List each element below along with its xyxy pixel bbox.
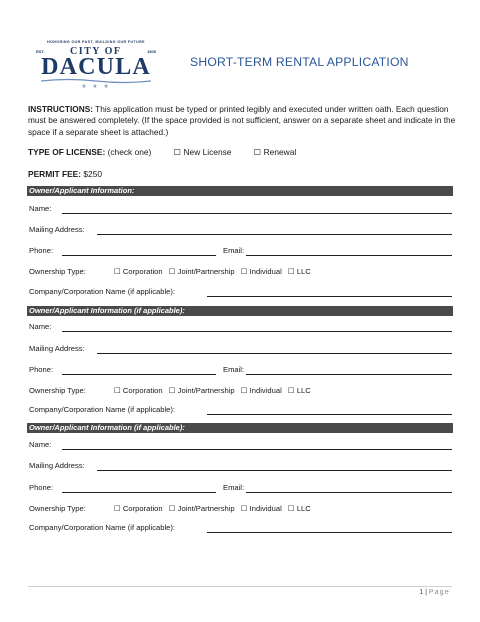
fee-value: $250	[81, 169, 103, 179]
s2-name-label: Name:	[29, 322, 52, 331]
s1-mailing-field[interactable]	[97, 234, 452, 235]
s3-corporation-checkbox[interactable]: ☐ Corporation	[114, 504, 163, 513]
s3-mailing-label: Mailing Address:	[29, 461, 85, 470]
s3-email-field[interactable]	[246, 492, 452, 493]
s2-individual-checkbox[interactable]: ☐ Individual	[240, 386, 282, 395]
s1-company-label: Company/Corporation Name (if applicable):	[29, 287, 176, 296]
s2-phone-field[interactable]	[62, 374, 216, 375]
s1-individual-checkbox[interactable]: ☐ Individual	[240, 267, 282, 276]
s2-name-field[interactable]	[62, 331, 452, 332]
s3-company-field[interactable]	[207, 532, 452, 533]
license-hint: (check one)	[105, 147, 152, 157]
s1-ownership-label: Ownership Type:	[29, 267, 86, 276]
renewal-checkbox[interactable]: ☐ Renewal	[253, 147, 297, 157]
instructions-label: INSTRUCTIONS:	[28, 104, 93, 114]
footer-divider	[28, 586, 452, 587]
s2-ownership-label: Ownership Type:	[29, 386, 86, 395]
page-title: SHORT-TERM RENTAL APPLICATION	[190, 55, 409, 69]
s1-email-label: Email:	[223, 246, 245, 255]
s3-phone-label: Phone:	[29, 483, 54, 492]
instructions	[28, 104, 458, 138]
section-3-heading: Owner/Applicant Information (if applicable):	[27, 423, 453, 433]
s3-mailing-field[interactable]	[97, 470, 452, 471]
s1-name-field[interactable]	[62, 213, 452, 214]
city-logo	[36, 40, 156, 90]
s1-name-label: Name:	[29, 204, 52, 213]
s3-individual-checkbox[interactable]: ☐ Individual	[240, 504, 282, 513]
page-separator: |	[423, 589, 429, 596]
section-2-heading: Owner/Applicant Information (if applicable):	[27, 306, 453, 316]
s2-company-field[interactable]	[207, 414, 452, 415]
s3-company-label: Company/Corporation Name (if applicable):	[29, 523, 176, 532]
s1-email-field[interactable]	[246, 255, 452, 256]
instructions-text: This application must be typed or printed legibly and executed under written oath. Each question must be answered completely. (If the space provided is not sufficient, answer on a separate sheet and indicate in the space if a separate sheet is attached.)	[28, 104, 456, 137]
logo-year: 1905	[147, 49, 156, 54]
logo-city-of: CITY OF	[70, 46, 122, 57]
section-1-heading: Owner/Applicant Information:	[27, 186, 453, 196]
page-footer	[419, 589, 450, 596]
s3-name-label: Name:	[29, 440, 52, 449]
s2-email-label: Email:	[223, 365, 245, 374]
s1-partnership-checkbox[interactable]: ☐ Joint/Partnership	[168, 267, 235, 276]
s1-ownership-options	[114, 267, 315, 276]
s3-phone-field[interactable]	[62, 492, 216, 493]
logo-dacula: DACULA	[41, 54, 151, 80]
s3-email-label: Email:	[223, 483, 245, 492]
new-license-checkbox[interactable]: ☐ New License	[173, 147, 232, 157]
s1-llc-checkbox[interactable]: ☐ LLC	[287, 267, 311, 276]
s1-mailing-label: Mailing Address:	[29, 225, 85, 234]
s3-llc-checkbox[interactable]: ☐ LLC	[287, 504, 311, 513]
s3-ownership-label: Ownership Type:	[29, 504, 86, 513]
s1-phone-label: Phone:	[29, 246, 54, 255]
fee-label: PERMIT FEE:	[28, 169, 82, 179]
s3-name-field[interactable]	[62, 449, 452, 450]
logo-tagline: HONORING OUR PAST, BUILDING OUR FUTURE	[47, 40, 145, 44]
s2-ownership-options	[114, 386, 315, 395]
s2-partnership-checkbox[interactable]: ☐ Joint/Partnership	[168, 386, 235, 395]
s1-corporation-checkbox[interactable]: ☐ Corporation	[114, 267, 163, 276]
s2-phone-label: Phone:	[29, 365, 54, 374]
logo-est: EST.	[36, 49, 45, 54]
page-number: 1	[419, 589, 424, 596]
s3-ownership-options	[114, 504, 315, 513]
s2-llc-checkbox[interactable]: ☐ LLC	[287, 386, 311, 395]
s1-company-field[interactable]	[207, 296, 452, 297]
s2-company-label: Company/Corporation Name (if applicable):	[29, 405, 176, 414]
s2-mailing-label: Mailing Address:	[29, 344, 85, 353]
permit-fee-row	[28, 169, 102, 179]
license-type-row	[28, 147, 296, 157]
s2-corporation-checkbox[interactable]: ☐ Corporation	[114, 386, 163, 395]
logo-stars-icon: ★ ★ ★	[81, 84, 111, 90]
s2-mailing-field[interactable]	[97, 353, 452, 354]
s3-partnership-checkbox[interactable]: ☐ Joint/Partnership	[168, 504, 235, 513]
license-label: TYPE OF LICENSE:	[28, 147, 106, 157]
page-word: Page	[428, 589, 450, 596]
s2-email-field[interactable]	[246, 374, 452, 375]
s1-phone-field[interactable]	[62, 255, 216, 256]
